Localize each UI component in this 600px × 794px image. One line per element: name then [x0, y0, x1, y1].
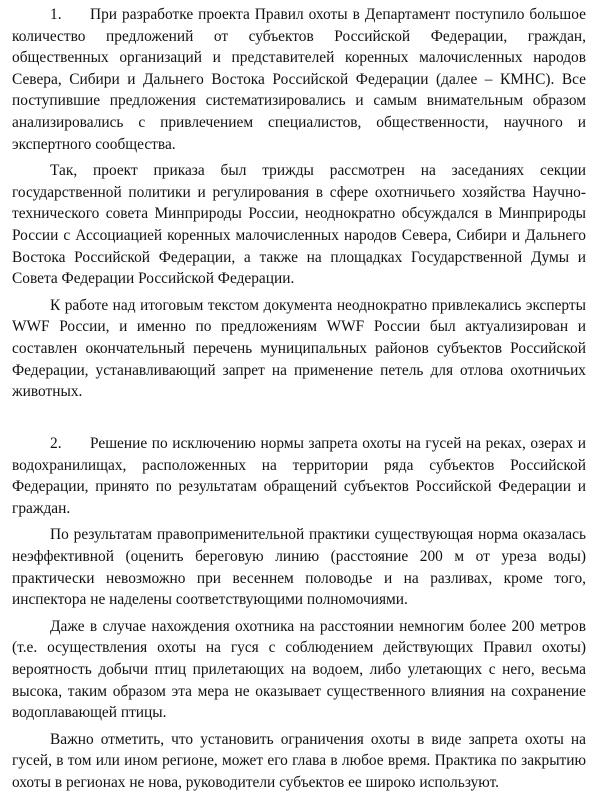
- section-1: [12, 4, 586, 403]
- paragraph-text: Решение по исключению нормы запрета охоты на гусей на реках, озерах и водохранилищах, расположенных на территории ряда субъектов Российской Федерации, принято по результатам обращений субъектов Российской Федерации и граждан.: [12, 435, 586, 517]
- paragraph: По результатам правоприменительной практики существующая норма оказалась неэффективной (оценить береговую линию (расстояние 200 м от уреза воды) практически невозможно при весеннем половодье и на разливах, кроме того, инспектора не наделены соответствующими полномочиями.: [12, 526, 586, 609]
- section-2: [12, 433, 586, 794]
- paragraph: К работе над итоговым текстом документа неоднократно привлекались эксперты WWF России, и именно по предложениям WWF России был актуализирован и составлен окончательный перечень муниципальных районов субъектов Российской Федерации, устанавливающий запрет на применение петель для отлова охотничьих животных.: [12, 296, 586, 401]
- paragraph: Так, проект приказа был трижды рассмотрен на заседаниях секции государственной политики и регулирования в сфере охотничьего хозяйства Научно-технического совета Минприроды России, неоднократно обсуждался в Минприроды России с Ассоциацией коренных малочисленных народов Севера, Сибири и Дальнего Востока Российской Федерации, а также на площадках Государственной Думы и Совета Федерации Российской Федерации.: [12, 162, 586, 288]
- paragraph: Важно отметить, что установить ограничения охоты в виде запрета охоты на гусей, в том или ином регионе, может его глава в любое время. Практика по закрытию охоты в регионах не нова, руководители субъектов ее широко используют.: [12, 730, 586, 791]
- paragraph: Даже в случае нахождения охотника на расстоянии немногим более 200 метров (т.е. осуществления охоты на гуся с соблюдением действующих Правил охоты) вероятность добычи птиц прилетающих на водоем, либо улетающих с него, весьма высока, таким образом эта мера не оказывает существенного влияния на сохранение водоплавающей птицы.: [12, 617, 586, 722]
- section-number: 1.: [50, 6, 62, 23]
- section-number: 2.: [50, 435, 62, 452]
- paragraph: [12, 433, 586, 519]
- paragraph-text: При разработке проекта Правил охоты в Департамент поступило большое количество предложений от субъектов Российской Федерации, граждан, общественных организаций и представителей коренных малочисленных народов Севера, Сибири и Дальнего Востока Российской Федерации (далее – КМНС). Все поступившие предложения систематизировались и самым внимательным образом анализировались с привлечением специалистов, общественности, научного и экспертного сообщества.: [12, 6, 586, 153]
- paragraph: [12, 4, 586, 155]
